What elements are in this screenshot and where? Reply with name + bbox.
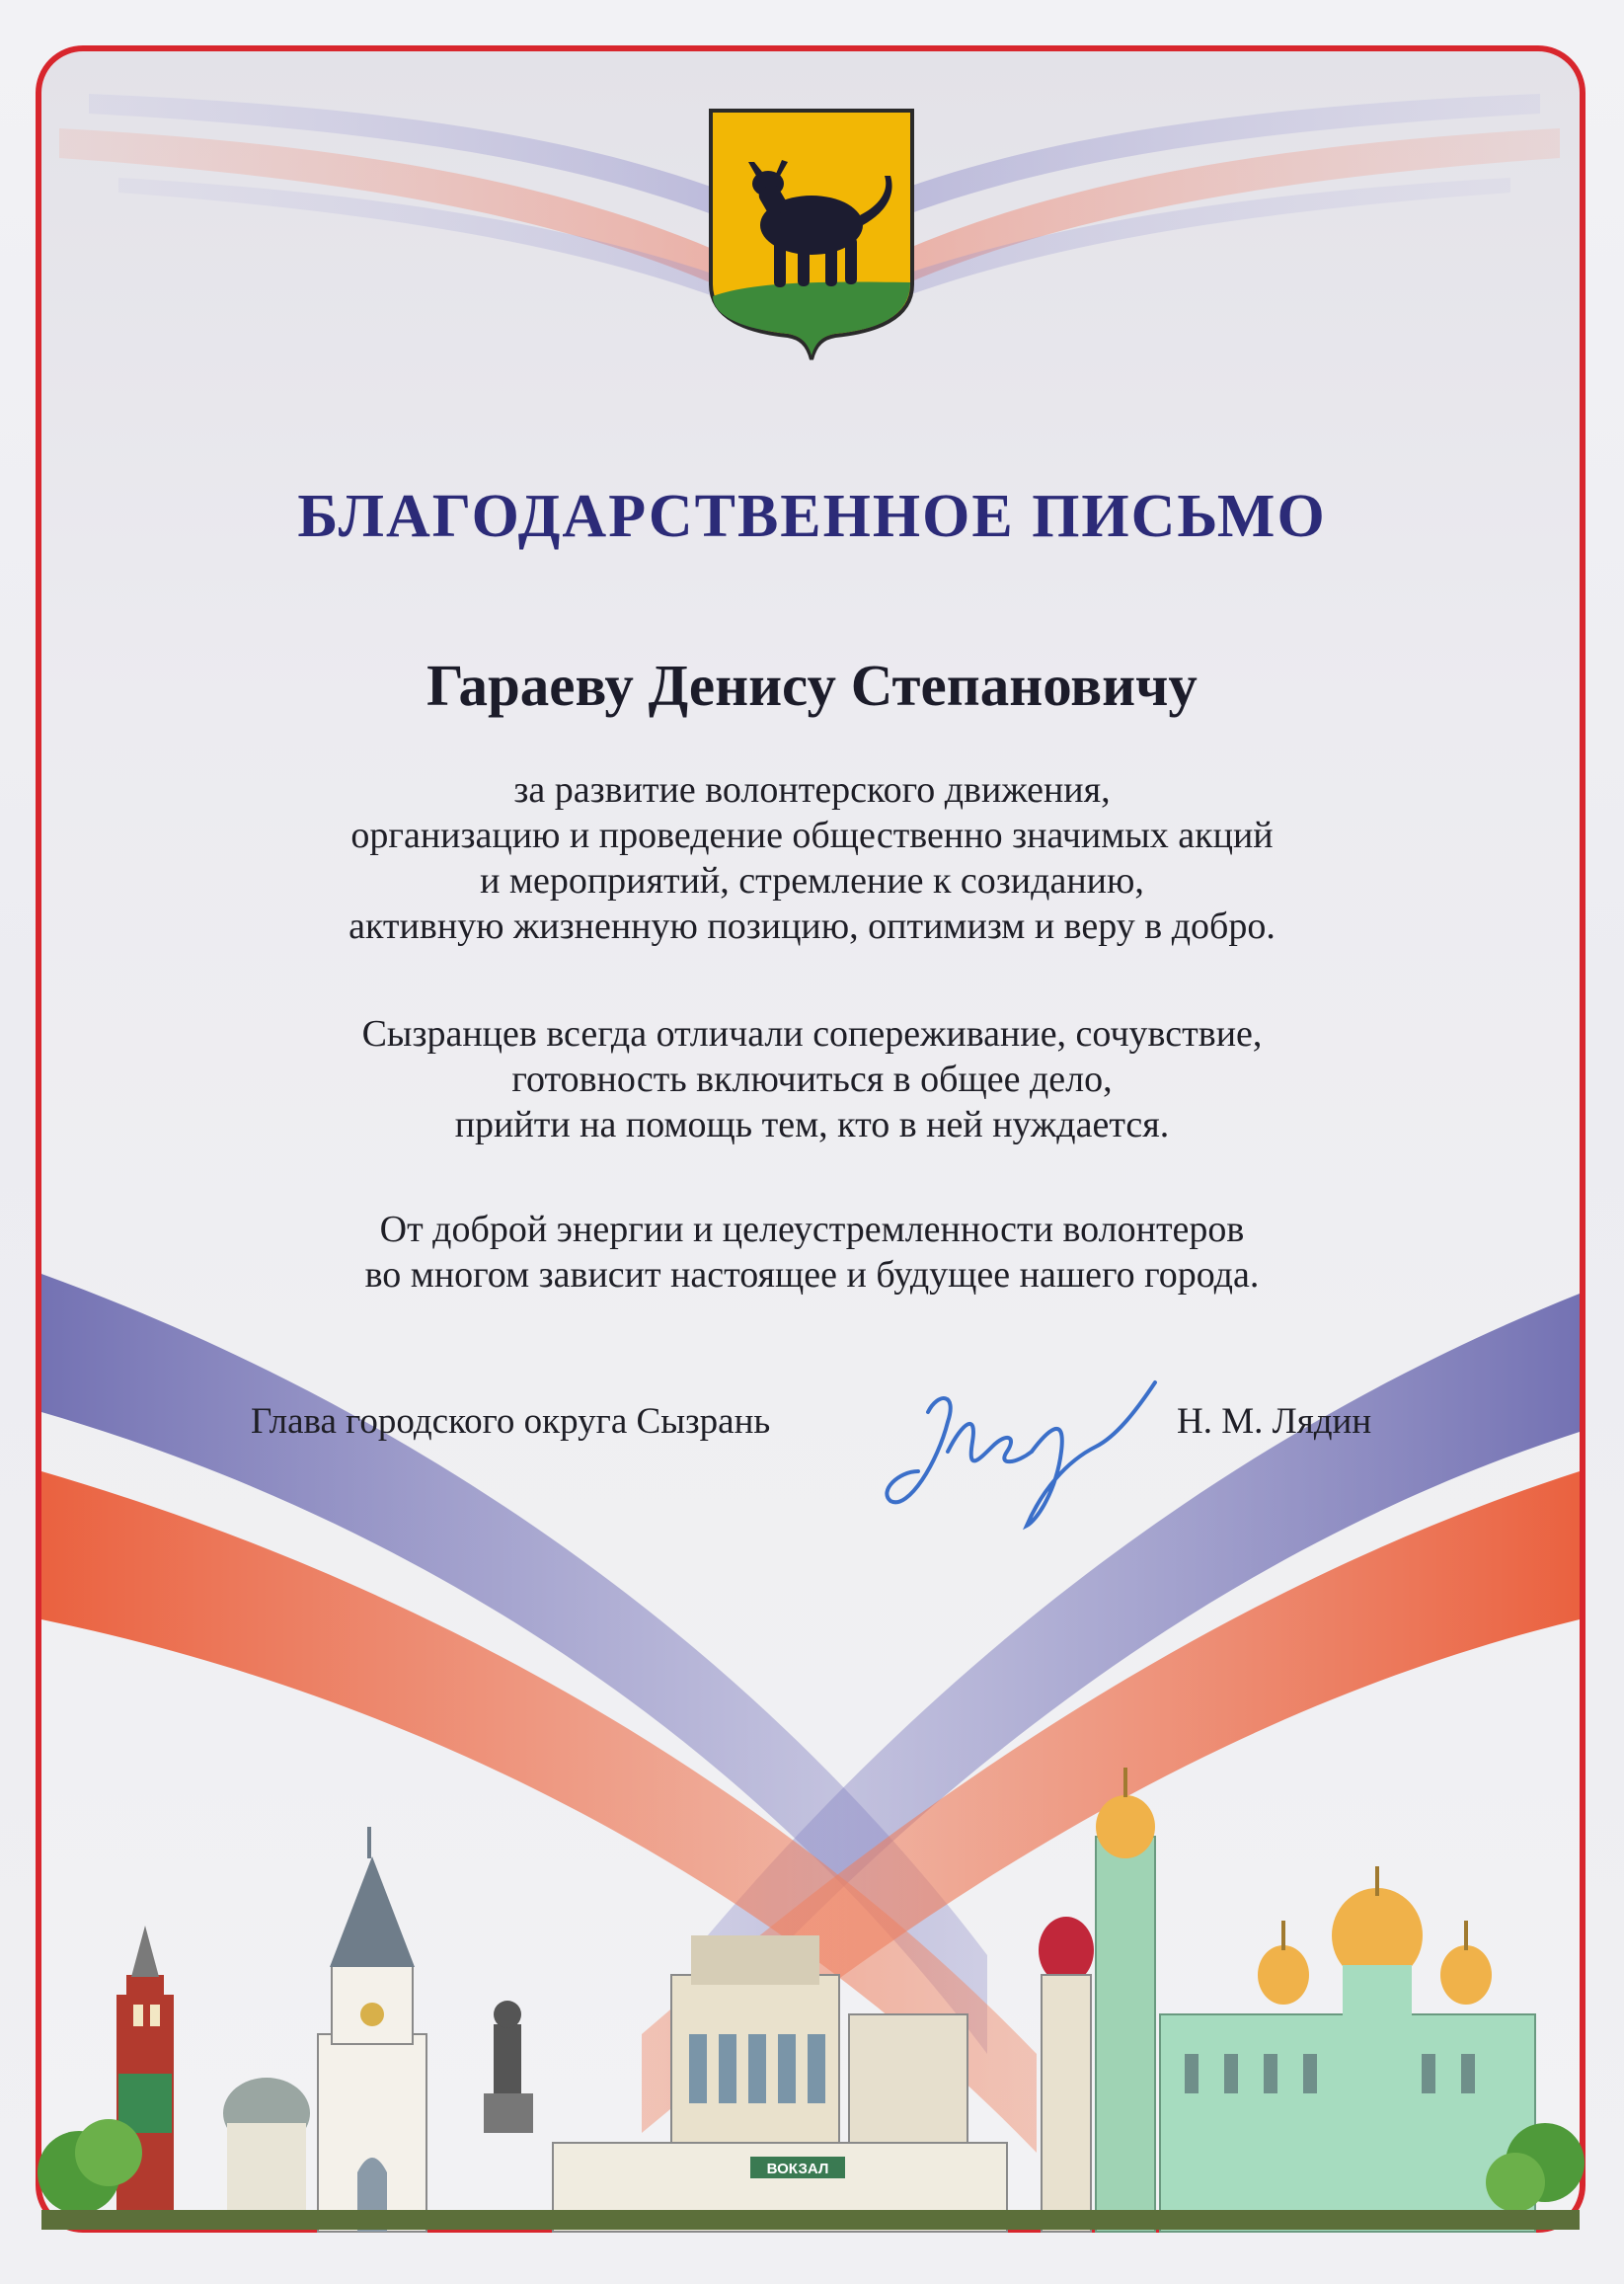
text-line: во многом зависит настоящее и будущее нашего города. (364, 1254, 1260, 1296)
text-line: От доброй энергии и целеустремленности волонтеров (379, 1209, 1245, 1250)
text-line: и мероприятий, стремление к созиданию, (480, 860, 1144, 902)
recipient-name: Гараеву Денису Степановичу (426, 653, 1198, 718)
text-line: активную жизненную позицию, оптимизм и веру в добро. (348, 906, 1276, 947)
station-sign: ВОКЗАЛ (766, 2161, 829, 2177)
bell-tower (318, 1827, 426, 2232)
text-line: прийти на помощь тем, кто в ней нуждается. (454, 1104, 1170, 1145)
text-line: готовность включиться в общее дело, (511, 1059, 1113, 1100)
text-line: за развитие волонтерского движения, (513, 769, 1111, 811)
signer-name: Н. М. Лядин (1177, 1401, 1372, 1442)
green-cathedral (1096, 1768, 1535, 2232)
text-line: Сызранцев всегда отличали сопереживание, сочувствие, (361, 1013, 1263, 1055)
document-title: БЛАГОДАРСТВЕННОЕ ПИСЬМО (297, 483, 1327, 550)
signer-position: Глава городского округа Сызрань (251, 1401, 771, 1442)
text-line: организацию и проведение общественно значимых акций (350, 815, 1274, 856)
